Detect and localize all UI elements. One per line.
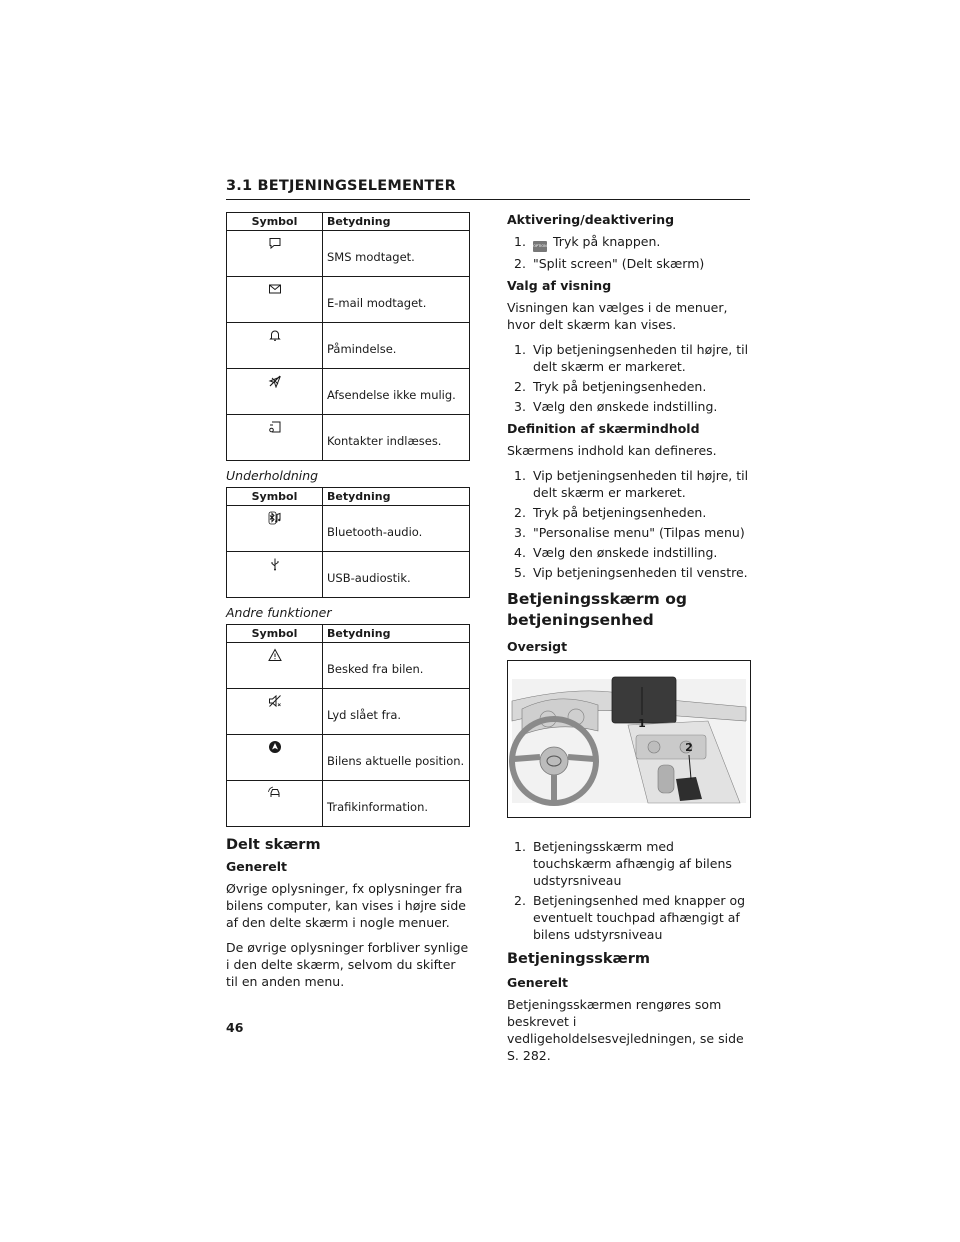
paragraph: De øvrige oplysninger forbliver synlige i den delte skærm, selvom du skifter til en anden menu. [226,940,469,989]
bell-icon [268,328,282,342]
table-cell: Påmindelse. [323,323,470,369]
right-column [507,212,751,1072]
list-item: 2. Tryk på betjeningsenheden. [514,379,707,394]
list-item: 3. Vælg den ønskede indstilling. [514,399,718,414]
bluetooth-audio-icon [268,511,282,525]
table-row [227,415,470,461]
column-header-meaning: Betydning [323,488,470,506]
subsection-title-view: Valg af visning [507,278,612,293]
table-row [227,552,470,598]
send-disabled-icon [268,374,282,388]
section-title-control: Betjeningsskærm og betjeningsenhed [507,590,687,629]
content-steps [507,467,751,581]
list-item: 2. "Split screen" (Delt skærm) [514,256,705,271]
dashboard-drawing [508,661,750,817]
page-number: 46 [226,1020,244,1035]
figure-label-2: 2 [685,741,693,754]
table-cell: Bilens aktuelle position. [323,735,470,781]
section-title-screen: Betjeningsskærm [507,951,650,967]
activation-steps [507,233,751,272]
entertainment-symbol-table [226,487,470,598]
view-steps [507,341,751,415]
table-cell: Lyd slået fra. [323,689,470,735]
subsection-title-activation: Aktivering/deaktivering [507,212,675,227]
left-column [226,212,470,998]
sms-icon [268,236,282,250]
email-icon [268,282,282,296]
list-item: 1. OPTION Tryk på knappen. [507,233,751,252]
dashboard-illustration [507,660,751,818]
warning-icon [268,648,282,662]
table-row [227,323,470,369]
option-button-icon: OPTION [533,241,547,252]
table-caption-entertainment: Underholdning [226,468,319,483]
page-header: 3.1 BETJENINGSELEMENTER [226,178,750,200]
table-row [227,689,470,735]
figure-label-1: 1 [638,717,646,730]
position-icon [268,740,282,754]
paragraph: Skærmens indhold kan defineres. [507,443,717,458]
traffic-icon [268,786,282,800]
table-row [227,369,470,415]
paragraph: Betjeningsskærmen rengøres som beskrevet i vedligeholdelsesvejledningen, se side S. 282. [507,997,744,1063]
table-cell: Bluetooth-audio. [323,506,470,552]
table-row [227,735,470,781]
table-caption-other: Andre funktioner [226,605,332,620]
column-header-meaning: Betydning [323,213,470,231]
table-row [227,231,470,277]
table-row [227,781,470,827]
list-item: 1. Vip betjeningsenheden til højre, til delt skærm er markeret. [514,468,749,500]
table-cell: Kontakter indlæses. [327,434,442,448]
list-item: 1. Vip betjeningsenheden til højre, til delt skærm er markeret. [514,342,749,374]
section-title-split-screen: Delt skærm [226,837,321,853]
table-cell: SMS modtaget. [323,231,470,277]
table-cell: E-mail modtaget. [323,277,470,323]
mute-icon [268,694,282,708]
subsection-title-screen-general: Generelt [507,975,569,990]
other-symbol-table [226,624,470,827]
paragraph: Øvrige oplysninger, fx oplysninger fra bilens computer, kan vises i højre side af den delte skærm i nogle menuer. [226,881,466,930]
figure-legend [507,838,751,943]
list-item: 4. Vælg den ønskede indstilling. [514,545,718,560]
subsection-title-general: Generelt [226,859,288,874]
subsection-title-content: Definition af skærmindhold [507,421,700,436]
list-item: 3. "Personalise menu" (Tilpas menu) [514,525,745,540]
messages-symbol-table [226,212,470,461]
table-row [227,506,470,552]
table-cell: Afsendelse ikke mulig. [323,369,470,415]
list-item: 5. Vip betjeningsenheden til venstre. [514,565,748,580]
table-cell: Besked fra bilen. [323,643,470,689]
usb-icon [268,557,282,571]
list-item: 2. Tryk på betjeningsenheden. [514,505,707,520]
contacts-icon [268,420,282,434]
paragraph: Visningen kan vælges i de menuer, hvor delt skærm kan vises. [507,300,728,332]
column-header-meaning: Betydning [323,625,470,643]
table-row [227,643,470,689]
subsection-title-overview: Oversigt [507,639,568,654]
column-header-symbol: Symbol [227,625,323,643]
column-header-symbol: Symbol [227,488,323,506]
table-cell: Trafikinformation. [327,800,429,814]
list-item: 2. Betjeningsenhed med knapper og eventuelt touchpad afhængigt af bilens udstyrsniveau [514,893,746,942]
table-cell: USB-audiostik. [327,571,411,585]
list-item: 1. Betjeningsskærm med touchskærm afhængig af bilens udstyrsniveau [514,839,732,888]
column-header-symbol: Symbol [227,213,323,231]
table-row [227,277,470,323]
